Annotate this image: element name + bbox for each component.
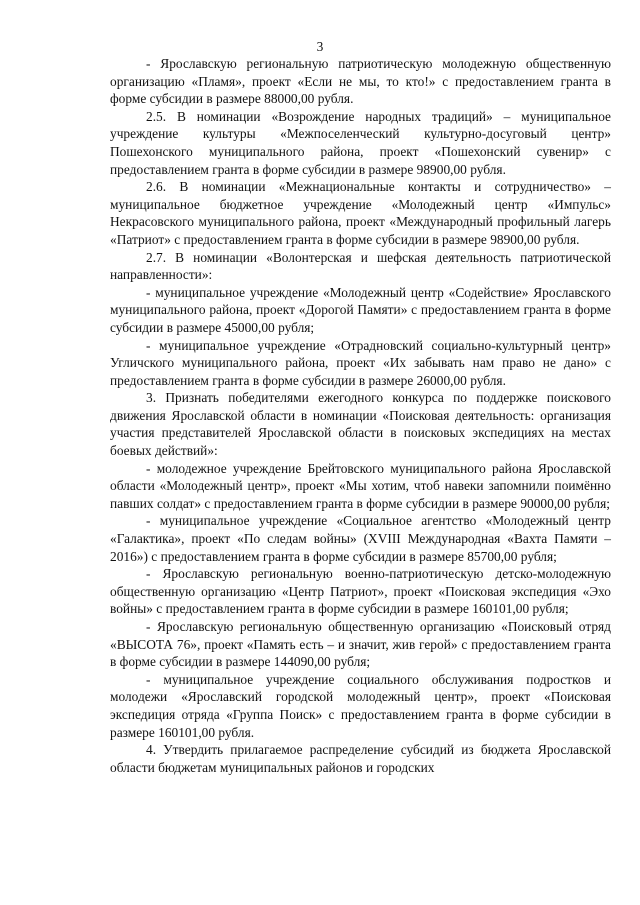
paragraph-bullet-breytovo: - молодежное учреждение Брейтовского муниципального района Ярославской области «Молодежный центр», проект «Мы хотим, чтоб навеки запомнили поимённо павших солдат» с предоставлением гранта в форме субсидии в размере 90000,00 рубля; [110,460,611,511]
paragraph-bullet-centr-patriot: - Ярославскую региональную военно-патриотическую детско-молодежную общественную организацию «Центр Патриот», проект «Поисковая экспедиция «Эхо войны» с предоставлением гранта в форме субсидии в размере 160101,00 рубля; [110,566,611,617]
paragraph-2-6: 2.6. В номинации «Межнациональные контакты и сотрудничество» – муниципальное бюджетное учреждение «Молодежный центр «Импульс» Некрасовского муниципального района, проект «Международный профильный лагерь «Патриот» с предоставлением гранта в форме субсидии в размере 98900,00 рубля. [110,179,611,247]
paragraph-bullet-vysota-76: - Ярославскую региональную общественную организацию «Поисковый отряд «ВЫСОТА 76», проект «Память есть – и значит, жив герой» с предоставлением гранта в форме субсидии в размере 144090,00 рубля; [110,619,611,670]
paragraph-bullet-otradnovsky: - муниципальное учреждение «Отрадновский социально-культурный центр» Угличского муниципального района, проект «Их забывать нам право не дано» с предоставлением гранта в форме субсидии в размере 26000,00 рубля. [110,337,611,388]
paragraph-4: 4. Утвердить прилагаемое распределение субсидий из бюджета Ярославской области бюджетам муниципальных районов и городских [110,742,611,775]
paragraph-bullet-sodeystvie: - муниципальное учреждение «Молодежный центр «Содействие» Ярославского муниципального района, проект «Дорогой Памяти» с предоставлением гранта в форме субсидии в размере 45000,00 рубля; [110,284,611,335]
paragraph-bullet-galaktika: - муниципальное учреждение «Социальное агентство «Молодежный центр «Галактика», проект «По следам войны» (XVIII Международная «Вахта Памяти – 2016») с предоставлением гранта в форме субсидии в размере 85700,00 рубля; [110,513,611,564]
paragraph-bullet-gruppa-poisk: - муниципальное учреждение социального обслуживания подростков и молодежи «Ярославский городской молодежный центр», проект «Поисковая экспедиция отряда «Группа Поиск» с предоставлением гранта в форме субсидии в размере 160101,00 рубля. [110,671,611,740]
paragraph-bullet-plamya: - Ярославскую региональную патриотическую молодежную общественную организацию «Пламя», проект «Если не мы, то кто!» с предоставлением гранта в форме субсидии в размере 88000,00 рубля. [110,56,611,107]
page-number: 3 [316,39,324,54]
paragraph-3: 3. Признать победителями ежегодного конкурса по поддержке поискового движения Ярославской области в номинации «Поисковая деятельность: организация участия представителей Ярославской области в поисковых экспедициях на местах боевых действий»: [110,390,611,459]
document-body [110,55,611,776]
paragraph-2-7: 2.7. В номинации «Волонтерская и шефская деятельность патриотической направленности»: [110,249,611,283]
paragraph-2-5: 2.5. В номинации «Возрождение народных традиций» – муниципальное учреждение культуры «Межпоселенческий культурно-досуговый центр» Пошехонского муниципального района, проект «Пошехонский сувенир» с предоставлением гранта в форме субсидии в размере 98900,00 рубля. [110,108,611,177]
